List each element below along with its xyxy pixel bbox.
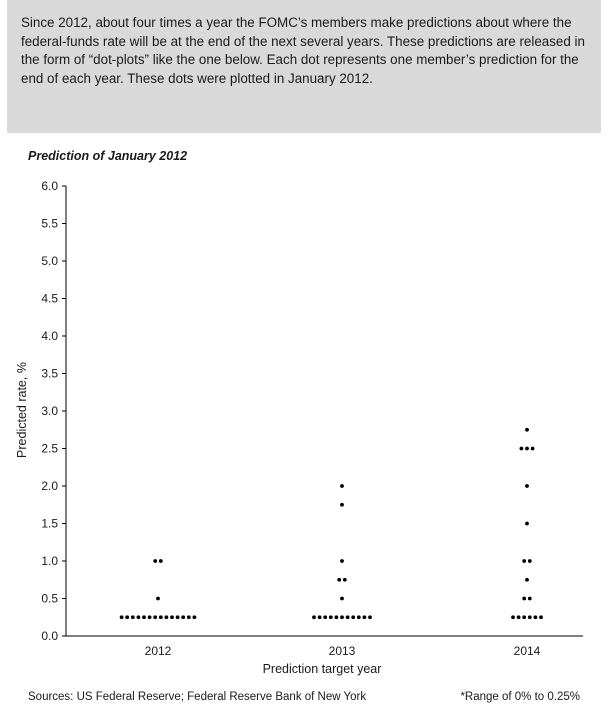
y-tick-label: 5.5 xyxy=(41,216,58,231)
data-dot xyxy=(159,559,163,563)
data-dot xyxy=(343,578,347,582)
data-dot xyxy=(312,615,316,619)
data-dot xyxy=(528,615,532,619)
data-dot xyxy=(142,615,146,619)
data-dot xyxy=(363,615,367,619)
data-dot xyxy=(165,615,169,619)
data-dot xyxy=(351,615,355,619)
range-footnote: *Range of 0% to 0.25% xyxy=(460,691,580,703)
y-tick-label: 3.5 xyxy=(41,366,58,381)
y-tick-label: 5.0 xyxy=(41,254,58,268)
data-dot xyxy=(156,597,160,601)
y-tick-label: 6.0 xyxy=(41,179,58,193)
data-dot xyxy=(120,615,124,619)
sources-note: Sources: US Federal Reserve; Federal Reserve Bank of New York xyxy=(28,691,367,703)
data-dot xyxy=(522,559,526,563)
chart-title: Prediction of January 2012 xyxy=(28,149,188,163)
data-dot xyxy=(525,578,529,582)
data-dot xyxy=(181,615,185,619)
data-dot xyxy=(340,559,344,563)
y-axis-title: Predicted rate, % xyxy=(15,362,29,458)
dot-plot-chart xyxy=(0,170,608,680)
y-tick-label: 1.5 xyxy=(41,516,58,531)
data-dot xyxy=(193,615,197,619)
data-dot xyxy=(340,615,344,619)
y-tick-label: 0.0 xyxy=(41,629,58,643)
data-dot xyxy=(337,578,341,582)
y-tick-label: 2.5 xyxy=(41,441,58,456)
data-dot xyxy=(323,615,327,619)
data-dot xyxy=(525,484,529,488)
data-dot xyxy=(137,615,141,619)
data-dot xyxy=(525,447,529,451)
y-tick-label: 1.0 xyxy=(41,554,58,568)
x-tick-label: 2014 xyxy=(513,644,541,658)
data-dot xyxy=(148,615,152,619)
data-dot xyxy=(539,615,543,619)
y-tick-label: 2.0 xyxy=(41,479,58,493)
data-dot xyxy=(534,615,538,619)
data-dot xyxy=(522,615,526,619)
y-tick-label: 0.5 xyxy=(41,591,58,606)
data-dot xyxy=(346,615,350,619)
data-dot xyxy=(520,447,524,451)
data-dot xyxy=(153,559,157,563)
data-dot xyxy=(531,447,535,451)
x-tick-label: 2013 xyxy=(328,644,356,658)
data-dot xyxy=(368,615,372,619)
y-tick-label: 4.5 xyxy=(41,291,58,306)
data-dot xyxy=(131,615,135,619)
data-dot xyxy=(522,597,526,601)
data-dot xyxy=(153,615,157,619)
data-dot xyxy=(340,597,344,601)
data-dot xyxy=(528,597,532,601)
data-dot xyxy=(525,428,529,432)
data-dot xyxy=(159,615,163,619)
y-tick-label: 4.0 xyxy=(41,329,58,343)
intro-text: Since 2012, about four times a year the FOMC’s members make predictions about where the federal-funds rate will be at the end of the next several years. These predictions are released in the form of “dot-plots” like the one below. Each dot represents one member’s prediction for the end of each year. These dots were plotted in January 2012. xyxy=(21,15,585,86)
data-dot xyxy=(525,522,529,526)
data-dot xyxy=(187,615,191,619)
data-dot xyxy=(176,615,180,619)
data-dot xyxy=(511,615,515,619)
data-dot xyxy=(335,615,339,619)
data-dot xyxy=(357,615,361,619)
data-dot xyxy=(170,615,174,619)
y-tick-label: 3.0 xyxy=(41,404,58,418)
data-dot xyxy=(528,559,532,563)
data-dot xyxy=(125,615,129,619)
data-dot xyxy=(340,503,344,507)
intro-box xyxy=(7,0,601,133)
data-dot xyxy=(329,615,333,619)
data-dot xyxy=(517,615,521,619)
data-dot xyxy=(318,615,322,619)
x-axis-title: Prediction target year xyxy=(262,662,382,676)
data-dot xyxy=(340,484,344,488)
x-tick-label: 2012 xyxy=(144,644,172,658)
